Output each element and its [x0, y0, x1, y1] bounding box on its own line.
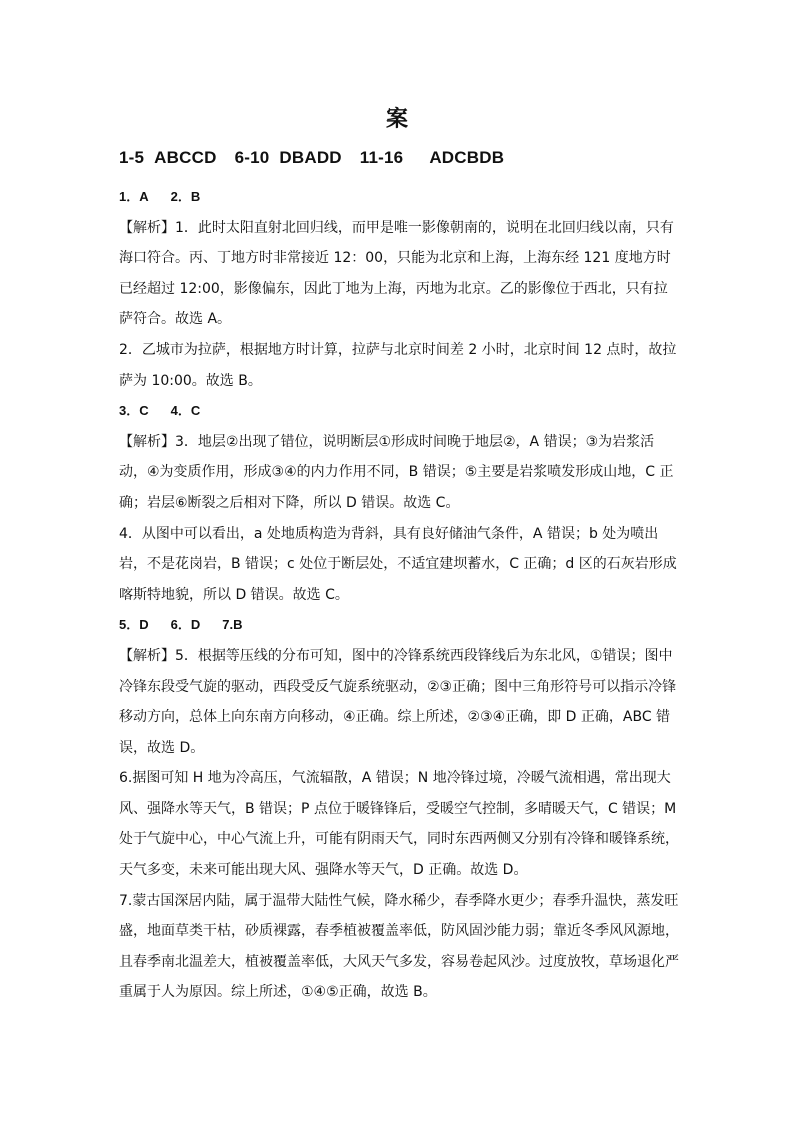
explanation-paragraph: 6.据图可知 H 地为冷高压，气流辐散，A 错误；N 地冷锋过境，冷暖气流相遇，常出现大风、强降水等天气，B 错误；P 点位于暖锋锋后，受暖空气控制，多晴暖天气，C 错误；M 处于气旋中心，中心气流上升，可能有阴雨天气，同时东西两侧又分别有冷锋和暖锋系统，天气多变，未来可能出现大风、强降水等天气，D 正确。故选 D。 — [119, 770, 679, 879]
explanation-paragraph: 【解析】3．地层②出现了错位，说明断层①形成时间晚于地层②，A 错误；③为岩浆活动，④为变质作用，形成③④的内力作用不同，B 错误；⑤主要是岩浆喷发形成山地，C 正确；岩层⑥断裂之后相对下降，所以 D 错误。故选 C。 — [119, 433, 674, 511]
explanation-paragraph: 7.蒙古国深居内陆，属于温带大陆性气候，降水稀少，春季降水更少；春季升温快，蒸发旺盛，地面草类干枯，砂质裸露，春季植被覆盖率低，防风固沙能力弱；靠近冬季风风源地，且春季南北温差大，植被覆盖率低，大风天气多发，容易卷起风沙。过度放牧，草场退化严重属于人为原因。综上所述，①④⑤正确，故选 B。 — [119, 892, 679, 1001]
explanation-body — [119, 182, 679, 1008]
answer-line — [119, 182, 679, 213]
answer-item: 3．C — [119, 403, 149, 419]
answer-key-range-3: 11-16 — [359, 148, 404, 167]
explanation-paragraph: 【解析】5．根据等压线的分布可知，图中的冷锋系统西段锋线后为东北风，①错误；图中冷锋东段受气旋的驱动，西段受反气旋系统驱动，②③正确；图中三角形符号可以指示冷锋移动方向，总体上向东南方向移动，④正确。综上所述，②③④正确，即 D 正确，ABC 错误，故选 D。 — [119, 647, 677, 756]
answer-item: 2．B — [170, 189, 201, 204]
answer-line — [119, 396, 679, 427]
explanation-paragraph: 2．乙城市为拉萨，根据地方时计算，拉萨与北京时间差 2 小时，北京时间 12 点时，故拉萨为 10:00。故选 B。 — [119, 341, 677, 389]
page-title: 案 — [385, 107, 408, 132]
answer-key-range-1: 1-5 — [119, 148, 145, 167]
answer-item: 1．A — [119, 189, 149, 204]
answer-key-answers-1: ABCCD — [154, 148, 217, 167]
answer-item: 7.B — [222, 617, 243, 633]
answer-key-answers-3: ADCBDB — [429, 148, 505, 167]
answer-key-answers-2: DBADD — [279, 148, 342, 167]
answer-item: 4．C — [170, 403, 201, 419]
answer-key-line — [119, 148, 504, 168]
answer-key-range-2: 6-10 — [234, 148, 270, 167]
answer-line — [119, 610, 679, 641]
explanation-paragraph: 4．从图中可以看出，a 处地质构造为背斜，具有良好储油气条件，A 错误；b 处为喷出岩，不是花岗岩，B 错误；c 处位于断层处，不适宜建坝蓄水，C 正确；d 区的石灰岩形成喀斯特地貌，所以 D 错误。故选 C。 — [119, 525, 677, 603]
answer-item: 6．D — [170, 617, 201, 633]
explanation-paragraph: 【解析】1．此时太阳直射北回归线，而甲是唯一影像朝南的，说明在北回归线以南，只有海口符合。丙、丁地方时非常接近 12：00，只能为北京和上海，上海东经 121 度地方时已经超过 12:00，影像偏东，因此丁地为上海，丙地为北京。乙的影像位于西北，只有拉萨符合。故选 A。 — [119, 219, 674, 328]
answer-item: 5．D — [119, 617, 149, 633]
